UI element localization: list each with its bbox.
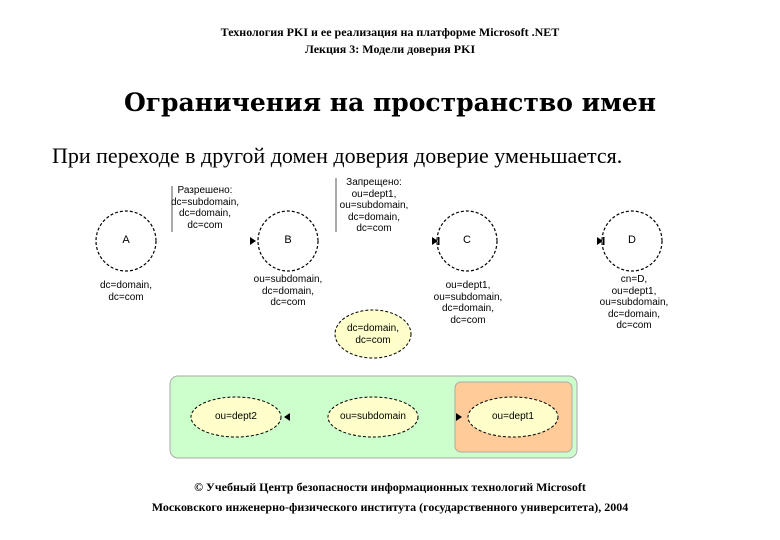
excluded-line: ou=dept1, (351, 188, 397, 200)
ca-node-c-label: C (463, 234, 471, 246)
excluded-line: dc=com (356, 223, 392, 234)
tree-node-dept1-label: ou=dept1 (492, 411, 534, 422)
ca-node-d-label: D (628, 234, 636, 246)
arrow-a-to-b (250, 237, 256, 245)
dn-line: dc=com (270, 297, 306, 308)
node-d-dn (590, 274, 678, 332)
tree-root-label (335, 323, 411, 346)
dn-line: dc=domain, (608, 308, 660, 320)
node-b-dn (244, 274, 332, 309)
arrow-c-to-d-bar (603, 237, 605, 245)
dn-line: dc=domain, (262, 285, 314, 297)
tree-root-line: dc=com (355, 334, 391, 346)
excluded-title: Запрещено: (346, 177, 402, 188)
dn-line: dc=domain, (100, 280, 152, 291)
excluded-line: ou=subdomain, (339, 200, 409, 211)
node-a-dn (86, 280, 166, 303)
slide-title: Ограничения на пространство имен (123, 88, 657, 117)
header-lecture-title: Лекция 3: Модели доверия PKI (304, 42, 476, 56)
dn-line: ou=subdomain, (599, 297, 669, 308)
excluded-line: dc=domain, (348, 211, 400, 223)
tree-root-line: dc=domain, (347, 323, 399, 334)
permitted-line: dc=com (187, 219, 223, 231)
tree-node-dept2-label: ou=dept2 (215, 411, 257, 422)
dn-line: dc=com (450, 314, 486, 326)
permitted-constraint-label (166, 185, 244, 231)
dn-line: dc=domain, (442, 303, 494, 314)
slide-subtitle: При переходе в другой домен доверия доверие уменьшается. (52, 143, 623, 168)
dn-line: ou=dept1, (445, 280, 491, 291)
dn-line: cn=D, (620, 274, 648, 285)
ca-node-a-label: A (122, 234, 130, 246)
permitted-line: dc=domain, (179, 208, 231, 219)
tree-node-subdomain-label: ou=subdomain (340, 411, 406, 422)
dn-line: ou=dept1, (611, 285, 657, 297)
dn-line: dc=com (616, 320, 652, 331)
node-c-dn (424, 280, 512, 326)
permitted-line: dc=subdomain, (170, 196, 240, 208)
footer-institution: Московского инженерно-физического института (государственного университета), 2004 (151, 500, 629, 514)
dn-line: dc=com (108, 291, 144, 303)
dn-line: ou=subdomain, (253, 274, 323, 285)
arrow-b-to-c-bar (438, 237, 440, 245)
permitted-title: Разрешено: (177, 185, 233, 196)
dn-line: ou=subdomain, (433, 291, 503, 303)
excluded-constraint-label (334, 177, 414, 235)
footer-copyright: © Учебный Центр безопасности информационных технологий Microsoft (194, 480, 586, 494)
header-course-title: Технология PKI и ее реализация на платформе Microsoft .NET (220, 25, 560, 39)
ca-node-b-label: B (284, 234, 292, 246)
